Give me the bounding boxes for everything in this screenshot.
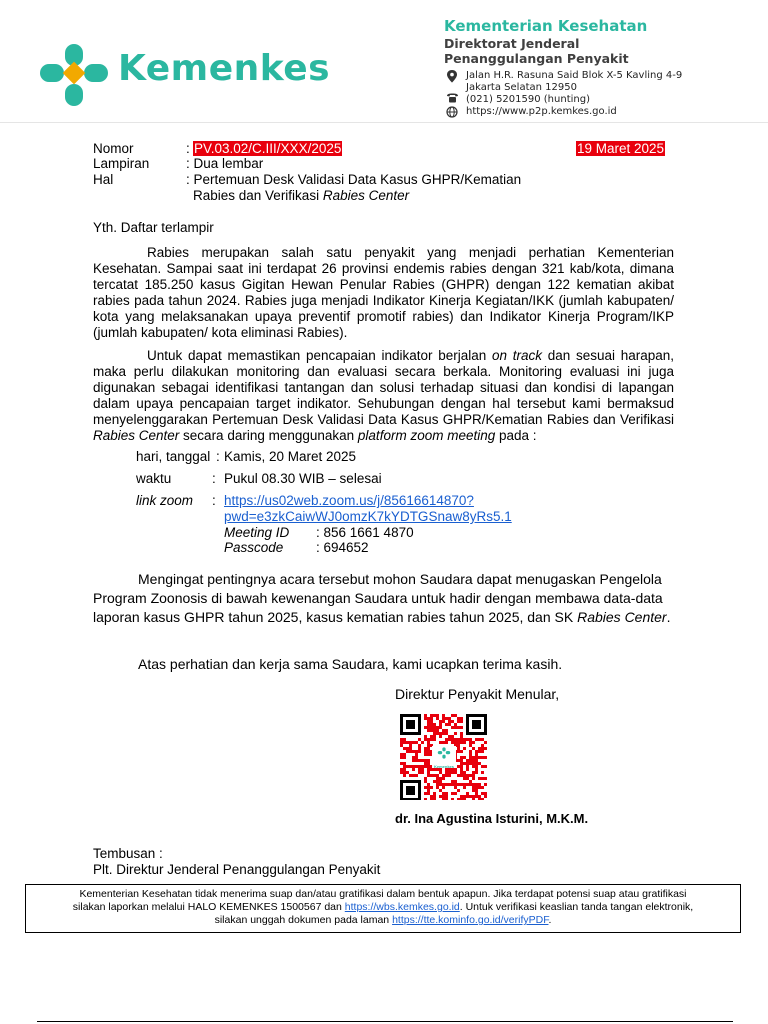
signature-qr-code — [399, 714, 489, 800]
directorate-line1: Direktorat Jenderal — [444, 36, 580, 51]
disclaimer-line3-b: . — [548, 914, 552, 926]
p3-text-c: . — [666, 609, 671, 625]
date-label: hari, tanggal — [136, 449, 211, 464]
nomor-value — [193, 141, 342, 157]
p2-platform: platform zoom meeting — [357, 428, 496, 443]
paragraph-4: Atas perhatian dan kerja sama Saudara, kami ucapkan terima kasih. — [138, 656, 563, 672]
lampiran-value: : Dua lembar — [186, 156, 264, 171]
p2-text-e: secara daring menggunakan — [179, 428, 358, 443]
p3-text-a: Mengingat pentingnya acara tersebut mohon Saudara dapat menugaskan Pengelola Program Zoonosis di bawah kewenangan Saudara untuk hadir dengan membawa data-data laporan kasus GHPR tahun 2025, kasus kematian rabies tahun 2025, dan SK — [93, 571, 663, 625]
disclaimer-line2-b: . Untuk verifikasi keaslian tanda tangan elektronik, — [459, 901, 694, 913]
hal-line2 — [193, 188, 409, 204]
phone-number: (021) 5201590 (hunting) — [466, 94, 590, 105]
letter-date — [576, 141, 665, 157]
disclaimer-line2-a: silakan laporkan melalui HALO KEMENKES 1500567 dan — [72, 901, 345, 913]
zoom-link-line2[interactable]: pwd=e3zkCaiwWJ0omzK7kYDTGSnaw8yRs5.1 — [224, 509, 512, 524]
signature-title: Direktur Penyakit Menular, — [395, 686, 560, 702]
letter-date-text: 19 Maret 2025 — [577, 141, 665, 156]
paragraph-3 — [93, 570, 674, 627]
location-icon — [446, 70, 458, 83]
p2-text-g: pada : — [495, 428, 537, 443]
time-value: Pukul 08.30 WIB – selesai — [224, 471, 382, 486]
disclaimer-line3 — [26, 914, 740, 927]
globe-icon — [446, 106, 458, 118]
disclaimer-box — [25, 884, 741, 933]
link-colon: : — [212, 493, 216, 508]
p2-on-track: on track — [492, 348, 542, 363]
header-divider — [0, 122, 768, 123]
p2-rabies-center: Rabies Center — [93, 428, 180, 443]
verify-pdf-link[interactable]: https://tte.kominfo.go.id/verifyPDF — [392, 914, 549, 926]
logo-wordmark: Kemenkes — [118, 48, 331, 89]
directorate-line2: Penanggulangan Penyakit — [444, 51, 629, 66]
date-value: Kamis, 20 Maret 2025 — [224, 449, 357, 464]
time-label: waktu — [136, 471, 172, 486]
website: https://www.p2p.kemkes.go.id — [466, 106, 617, 117]
nomor-number: PV.03.02/C.III/XXX/2025 — [194, 141, 342, 156]
time-colon: : — [212, 471, 216, 486]
nomor-colon: : — [186, 141, 190, 156]
lampiran-label: Lampiran — [93, 156, 150, 171]
zoom-link-line1[interactable]: https://us02web.zoom.us/j/85616614870? — [224, 493, 474, 508]
salutation: Yth. Daftar terlampir — [93, 220, 214, 235]
paragraph-1: Rabies merupakan salah satu penyakit yang menjadi perhatian Kementerian Kesehatan. Sampai saat ini terdapat 26 provinsi endemis rabies dengan 321 kab/kota, dimana tercatat 185.250 kasus Gigitan Hewan Penular Rabies (GHPR) dengan 122 kematian akibat rabies pada tahun 2024. Rabies juga menjadi Indikator Kinerja Kegiatan/IKK (jumlah kabupaten/ kota yang melaksanakan upaya preventif promotif rabies) dan Indikator Kinerja Program/IKP (jumlah kabupaten/ kota eliminasi Rabies). — [93, 245, 674, 340]
paragraph-2 — [93, 348, 674, 444]
link-label: link zoom — [136, 493, 194, 508]
wbs-link[interactable]: https://wbs.kemkes.go.id — [344, 901, 460, 913]
tembusan-label: Tembusan : — [93, 846, 163, 861]
hal-label: Hal — [93, 172, 114, 187]
qr-center-text: Kemenkes — [433, 764, 454, 769]
hal-line1: : Pertemuan Desk Validasi Data Kasus GHPR/Kematian — [186, 172, 522, 187]
phone-icon — [446, 93, 459, 103]
disclaimer-line1: Kementerian Kesehatan tidak menerima suap dan/atau gratifikasi dalam bentuk apapun. Jika terdapat potensi suap atau gratifikasi — [79, 888, 687, 900]
address-line2: Jakarta Selatan 12950 — [466, 82, 577, 93]
meeting-id-value: : 856 1661 4870 — [316, 525, 414, 540]
kemenkes-logo-icon — [38, 42, 110, 108]
passcode-label: Passcode — [224, 540, 284, 555]
date-colon: : — [216, 449, 220, 464]
qr-logo-icon — [437, 747, 451, 759]
qr-center-logo — [432, 746, 456, 768]
signatory-name: dr. Ina Agustina Isturini, M.K.M. — [395, 811, 589, 826]
disclaimer-line2 — [26, 901, 740, 914]
hal-line2-text: Rabies dan Verifikasi — [193, 188, 323, 203]
page-bottom-line — [37, 1021, 733, 1022]
disclaimer-line3-a: silakan unggah dokumen pada laman — [214, 914, 393, 926]
ministry-name: Kementerian Kesehatan — [444, 17, 648, 35]
p2-text-a: Untuk dapat memastikan pencapaian indikator berjalan — [147, 348, 492, 363]
p3-rabies-center: Rabies Center — [577, 609, 667, 625]
meeting-id-label: Meeting ID — [224, 525, 290, 540]
hal-rabies-center: Rabies Center — [322, 188, 410, 203]
address-line1: Jalan H.R. Rasuna Said Blok X-5 Kavling 4-9 — [466, 70, 683, 81]
p2-text-c: dan sesuai harapan, maka perlu dilakukan monitoring dan evaluasi secara berkala. Monitoring evaluasi ini juga digunakan sebagai identifikasi tantangan dan solusi terhadap situasi dan kondisi di lapangan dalam upaya pencapaian target indikator. Sehubungan dengan hal tersebut kami bermaksud menyelenggarakan Pertemuan Desk Validasi Data Kasus GHPR/Kematian Rabies dan Verifikasi — [93, 348, 674, 427]
passcode-value: : 694652 — [316, 540, 369, 555]
nomor-label: Nomor — [93, 141, 134, 156]
tembusan-item: Plt. Direktur Jenderal Penanggulangan Penyakit — [93, 862, 381, 877]
